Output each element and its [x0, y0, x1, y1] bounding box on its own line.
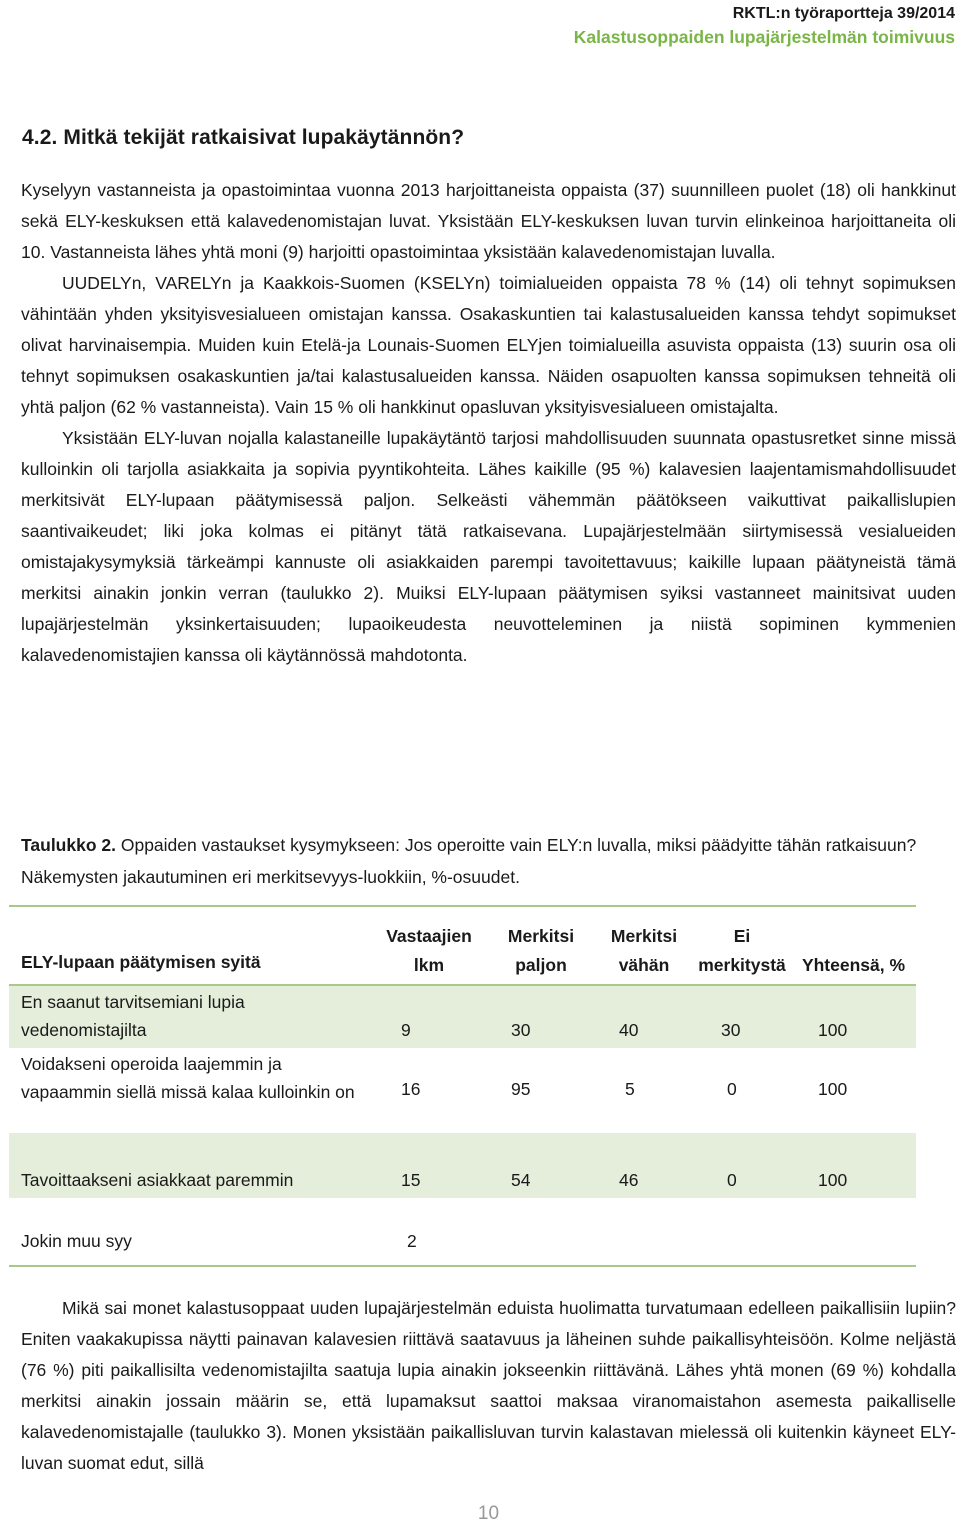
cell-reason: En saanut tarvitsemiani lupia vedenomistajilta	[9, 985, 371, 1048]
data-table	[9, 905, 916, 1267]
cell-none: 0	[727, 1078, 737, 1099]
table-caption-text: Oppaiden vastaukset kysymykseen: Jos operoitte vain ELY:n luvalla, miksi päädyitte tähän ratkaisuun? Näkemysten jakautuminen eri merkitsevyys-luokkiin, %-osuudet.	[21, 835, 917, 887]
cell-reason: Jokin muu syy	[9, 1198, 371, 1266]
table-caption-label: Taulukko 2.	[21, 835, 116, 855]
running-header	[574, 4, 955, 50]
cell-none: 30	[693, 985, 791, 1048]
table-row	[9, 1198, 916, 1266]
table-row	[9, 985, 916, 1048]
cell-respondents: 9	[371, 985, 487, 1048]
closing-paragraph: Mikä sai monet kalastusoppaat uuden lupajärjestelmän eduista huolimatta turvatumaan edelleen paikallisiin lupiin? Eniten vaakakupissa näytti painavan kalavesien riittävä saatavuus ja läheinen suhde paikallisyhteisöön. Kolme neljästä (76 %) piti paikallisilta vedenomistajilta saatuja lupia ainakin jokseenkin riittävänä. Lähes yhtä monen (69 %) kohdalla merkitsi ainakin jossain määrin se, että lupamaksut saattoi maksaa viranomaistahon asemesta paikalliselle kalavedenomistajalle (taulukko 3). Monen yksistään paikallisluvan turvin kalastavan mielessä oli kuitenkin käyneet ELY-luvan suomat edut, sillä	[21, 1298, 956, 1473]
table-row	[9, 1133, 916, 1198]
report-series: RKTL:n työraportteja 39/2014	[732, 5, 955, 22]
header-respondents: Vastaajien lkm	[371, 906, 487, 985]
body-text-top	[21, 175, 956, 671]
cell-much	[487, 1198, 595, 1266]
header-little: Merkitsi vähän	[595, 906, 693, 985]
cell-much: 30	[487, 985, 595, 1048]
section-heading: 4.2. Mitkä tekijät ratkaisivat lupakäytännön?	[22, 126, 465, 149]
cell-reason: Tavoittaakseni asiakkaat paremmin	[9, 1133, 371, 1198]
cell-little	[595, 1198, 693, 1266]
header-reason: ELY-lupaan päätymisen syitä	[9, 906, 371, 985]
paragraph-2: UUDELYn, VARELYn ja Kaakkois-Suomen (KSELYn) toimialueiden oppaista 78 % (14) oli tehnyt sopimuksen vähintään yhden yksityisvesialueen omistajan kanssa. Osakaskuntien tai kalastusalueiden kanssa tehdyt sopimukset olivat harvinaisempia. Muiden kuin Etelä-ja Lounais-Suomen ELYjen toimialueilla asuvista oppaista (13) suurin osa oli tehnyt sopimuksen osakaskuntien ja/tai kalastusalueiden kanssa. Näiden osapuolten kanssa sopimuksen tehneitä oli yhtä paljon (62 % vastanneista). Vain 15 % oli hankkinut opasluvan yksityisvesialueen omistajalta.	[21, 273, 956, 417]
cell-total: 100	[818, 1078, 848, 1099]
cell-reason: Voidakseni operoida laajemmin ja vapaammin siellä missä kalaa kulloinkin on	[21, 1054, 355, 1102]
cell-little: 46	[595, 1133, 693, 1198]
cell-respondents: 2	[371, 1198, 487, 1266]
header-none: Ei merkitystä	[693, 906, 791, 985]
cell-none: 0	[693, 1133, 791, 1198]
table-row	[9, 1048, 916, 1133]
header-total: Yhteensä, %	[791, 906, 916, 985]
cell-total: 100	[791, 1133, 916, 1198]
cell-little: 40	[595, 985, 693, 1048]
cell-respondents: 15	[371, 1133, 487, 1198]
paragraph-3: Yksistään ELY-luvan nojalla kalastaneille lupakäytäntö tarjosi mahdollisuuden suunnata opastusretket sinne missä kulloinkin oli tarjolla asiakkaita ja sopivia pyyntikohteita. Lähes kaikille (95 %) kalavesien laajentamismahdollisuudet merkitsivät ELY-lupaan päätymisessä paljon. Selkeästi vähemmän päätökseen vaikuttivat paikallislupien saantivaikeudet; liki joka kolmas ei pitänyt tätä ratkaisevana. Lupajärjestelmään siirtymisessä vesialueiden omistajakysymyksiä tärkeämpi kannuste oli asiakkaiden parempi tavoitettavuus; kaikille lupaan päätyneistä tämä merkitsi ainakin jonkin verran (taulukko 2). Muiksi ELY-lupaan päätymisen syiksi vastanneet mainitsivat uuden lupajärjestelmän yksinkertaisuuden; lupaoikeudesta neuvotteleminen ja niistä sopiminen kymmenien kalavedenomistajien kanssa oli käytännössä mahdotonta.	[21, 428, 956, 665]
table-header-row	[9, 906, 916, 985]
cell-total	[791, 1198, 916, 1266]
paragraph-1: Kyselyyn vastanneista ja opastoimintaa vuonna 2013 harjoittaneista oppaista (37) suunnilleen puolet (18) oli hankkinut sekä ELY-keskuksen että kalavedenomistajan luvat. Yksistään ELY-keskuksen luvan turvin elinkeinoa harjoittaneita oli 10. Vastanneista lähes yhtä moni (9) harjoitti opastoimintaa yksistään kalavedenomistajan luvalla.	[21, 180, 956, 262]
cell-much: 54	[487, 1133, 595, 1198]
page-number: 10	[477, 1503, 500, 1524]
body-text-bottom	[21, 1293, 956, 1479]
cell-respondents: 16	[401, 1078, 421, 1099]
table-caption	[21, 829, 941, 893]
cell-much: 95	[511, 1078, 531, 1099]
cell-none	[693, 1198, 791, 1266]
header-much: Merkitsi paljon	[487, 906, 595, 985]
cell-little: 5	[625, 1078, 635, 1099]
cell-total: 100	[791, 985, 916, 1048]
report-title: Kalastusoppaiden lupajärjestelmän toimivuus	[573, 27, 955, 47]
